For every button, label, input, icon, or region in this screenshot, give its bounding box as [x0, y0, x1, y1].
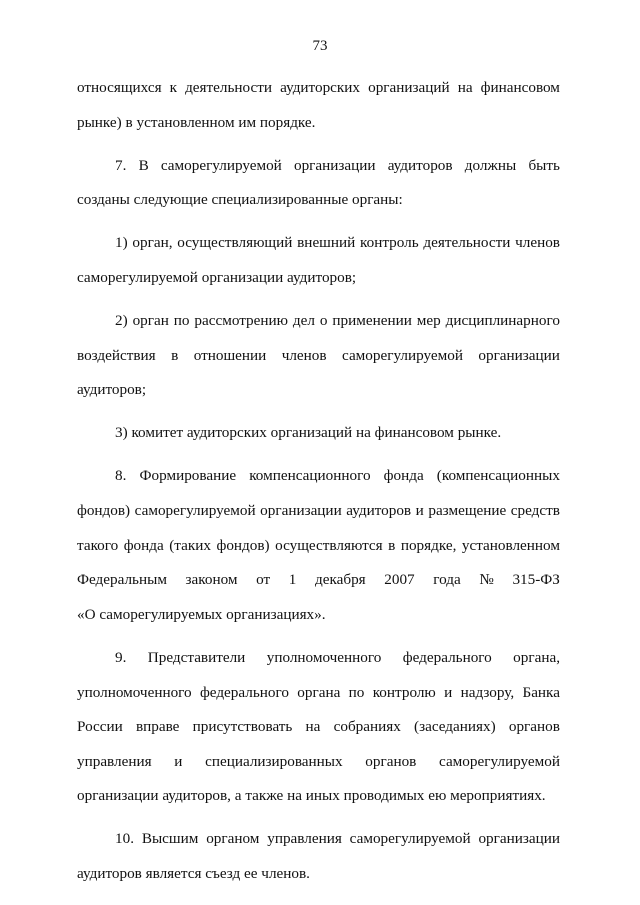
text-line: 2) орган по рассмотрению дел о применении мер дисциплинарного	[115, 312, 560, 330]
text-line: России вправе присутствовать на собраниях (заседаниях) органов	[77, 718, 560, 736]
text-line: 7. В саморегулируемой организации аудиторов должны быть	[115, 156, 560, 174]
text-line: «О саморегулируемых организациях».	[77, 605, 326, 623]
text-line: такого фонда (таких фондов) осуществляются в порядке, установленном	[77, 536, 560, 554]
paragraph-9	[77, 641, 560, 814]
list-item-3	[77, 416, 560, 451]
text-line: 10. Высшим органом управления саморегулируемой организации	[115, 830, 560, 848]
text-line: аудиторов;	[77, 381, 147, 399]
text-line: 8. Формирование компенсационного фонда (компенсационных	[115, 467, 560, 485]
page-number: 73	[312, 38, 328, 54]
text-line: управления и специализированных органов саморегулируемой	[77, 752, 560, 770]
list-item-2	[77, 304, 560, 408]
text-line: организации аудиторов, а также на иных проводимых ею мероприятиях.	[77, 787, 546, 805]
text-line: воздействия в отношении членов саморегулируемой организации	[77, 346, 560, 364]
text-line: относящихся к деятельности аудиторских организаций на финансовом	[77, 79, 560, 96]
text-line: уполномоченного федерального органа по контролю и надзору, Банка	[77, 683, 560, 701]
text-line: саморегулируемой организации аудиторов;	[77, 268, 357, 286]
text-line: аудиторов является съезд ее членов.	[77, 864, 310, 882]
text-line: 3) комитет аудиторских организаций на финансовом рынке.	[115, 424, 502, 442]
document-body	[77, 71, 560, 892]
text-line: фондов) саморегулируемой организации аудиторов и размещение средств	[77, 502, 560, 520]
text-line: рынке) в установленном им порядке.	[77, 113, 316, 131]
text-line: Федеральным законом от 1 декабря 2007 года № 315-ФЗ	[77, 571, 560, 589]
text-line: 1) орган, осуществляющий внешний контроль деятельности членов	[115, 234, 560, 252]
text-line: созданы следующие специализированные органы:	[77, 191, 403, 209]
text-line: 9. Представители уполномоченного федерального органа,	[115, 648, 560, 666]
paragraph-10	[77, 822, 560, 891]
list-item-1	[77, 226, 560, 295]
paragraph-8	[77, 459, 560, 632]
paragraph-7	[77, 149, 560, 218]
paragraph-continuation	[77, 71, 560, 140]
